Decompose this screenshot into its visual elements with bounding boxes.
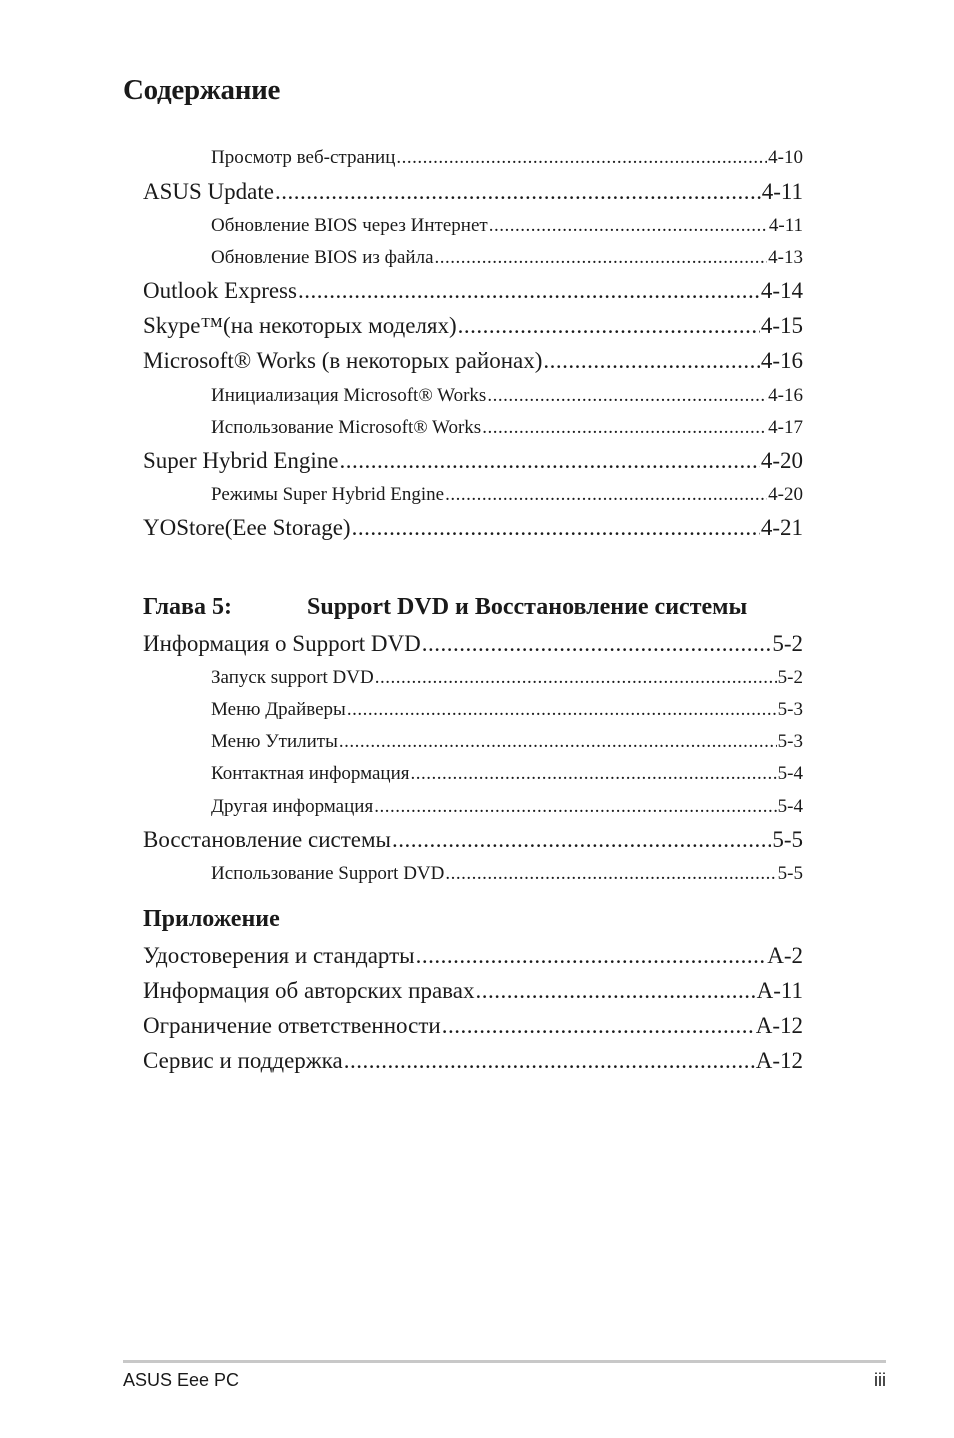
toc-entry[interactable]: [143, 1048, 803, 1074]
toc-entry[interactable]: [211, 699, 803, 721]
leader-dots: [482, 417, 767, 439]
leader-dots: [435, 247, 768, 269]
toc-entry[interactable]: [211, 667, 803, 689]
toc-entry-label: Просмотр веб-страниц: [211, 147, 396, 168]
toc-entry-page: 4-20: [760, 448, 803, 473]
toc-entry-label: Outlook Express: [143, 278, 297, 303]
toc-entry[interactable]: [143, 827, 803, 853]
toc-entry-label: Меню Драйверы: [211, 699, 346, 720]
toc-entry-page: A-2: [767, 943, 803, 968]
toc-entry-page: 4-16: [760, 348, 803, 373]
appendix-heading: Приложение: [143, 906, 280, 932]
toc-entry[interactable]: [143, 448, 803, 474]
toc-entry-label: Инициализация Microsoft® Works: [211, 385, 487, 406]
toc-entry[interactable]: [211, 763, 803, 785]
leader-dots: [392, 827, 771, 853]
leader-dots: [445, 863, 776, 885]
toc-entry-label: Восстановление системы: [143, 827, 391, 852]
toc-entry[interactable]: [143, 278, 803, 304]
toc-entry-label: Информация об авторских правах: [143, 978, 475, 1003]
toc-entry[interactable]: [143, 515, 803, 541]
toc-entry-page: 5-2: [777, 667, 803, 688]
leader-dots: [374, 796, 776, 818]
toc-entry-label: Сервис и поддержка: [143, 1048, 343, 1073]
leader-dots: [543, 348, 759, 374]
toc-entry-label: ASUS Update: [143, 179, 274, 204]
toc-entry-page: A-12: [755, 1013, 803, 1038]
toc-entry-page: 5-4: [777, 763, 803, 784]
leader-dots: [416, 943, 767, 969]
toc-entry-label: Обновление BIOS через Интернет: [211, 215, 488, 236]
toc-entry[interactable]: [211, 863, 803, 885]
toc-entry-page: 4-20: [768, 484, 803, 505]
toc-entry[interactable]: [211, 247, 803, 269]
leader-dots: [352, 515, 760, 541]
leader-dots: [375, 667, 777, 689]
toc-entry-page: 4-14: [760, 278, 803, 303]
toc-entry-page: 4-21: [760, 515, 803, 540]
leader-dots: [396, 147, 767, 169]
toc-entry-page: 5-3: [777, 699, 803, 720]
leader-dots: [347, 699, 777, 721]
toc-entry-label: Super Hybrid Engine: [143, 448, 339, 473]
leader-dots: [339, 731, 777, 753]
footer-divider: [123, 1360, 886, 1363]
toc-entry-label: Microsoft® Works (в некоторых районах): [143, 348, 543, 373]
page-title: Содержание: [123, 74, 281, 106]
toc-entry[interactable]: [143, 179, 803, 205]
toc-entry[interactable]: [211, 385, 803, 407]
toc-entry-label: Ограничение ответственности: [143, 1013, 441, 1038]
toc-entry-page: 4-16: [768, 385, 803, 406]
toc-entry[interactable]: [143, 348, 803, 374]
toc-entry-page: 4-17: [768, 417, 803, 438]
toc-entry-label: Меню Утилиты: [211, 731, 338, 752]
leader-dots: [344, 1048, 755, 1074]
leader-dots: [489, 215, 768, 237]
chapter-heading: [143, 594, 748, 621]
toc-entry-page: 5-5: [772, 827, 803, 852]
toc-entry-page: A-11: [756, 978, 803, 1003]
leader-dots: [445, 484, 767, 506]
leader-dots: [422, 631, 772, 657]
leader-dots: [275, 179, 761, 205]
toc-entry-label: Использование Support DVD: [211, 863, 445, 884]
toc-entry[interactable]: [143, 631, 803, 657]
toc-entry-label: Обновление BIOS из файла: [211, 247, 434, 268]
toc-entry-label: Режимы Super Hybrid Engine: [211, 484, 445, 505]
toc-entry[interactable]: [143, 978, 803, 1004]
leader-dots: [475, 978, 755, 1004]
leader-dots: [487, 385, 767, 407]
toc-entry-label: Контактная информация: [211, 763, 410, 784]
toc-entry-page: 5-5: [777, 863, 803, 884]
toc-entry[interactable]: [211, 147, 803, 169]
toc-entry-page: 5-2: [772, 631, 803, 656]
toc-entry-label: Skype™(на некоторых моделях): [143, 313, 457, 338]
chapter-title: Support DVD и Восстановление системы: [307, 594, 748, 620]
toc-entry[interactable]: [211, 796, 803, 818]
toc-entry-page: 4-10: [768, 147, 803, 168]
toc-entry[interactable]: [211, 215, 803, 237]
footer-product-name: ASUS Eee PC: [123, 1370, 240, 1390]
toc-entry-page: 5-3: [777, 731, 803, 752]
toc-entry-page: 5-4: [777, 796, 803, 817]
toc-entry[interactable]: [143, 1013, 803, 1039]
toc-entry[interactable]: [211, 484, 803, 506]
toc-entry-page: 4-13: [768, 247, 803, 268]
toc-entry-page: 4-11: [768, 215, 803, 236]
toc-entry[interactable]: [211, 731, 803, 753]
toc-entry-page: 4-11: [761, 179, 803, 204]
leader-dots: [411, 763, 777, 785]
toc-entry-label: YOStore(Eee Storage): [143, 515, 351, 540]
toc-entry-label: Запуск support DVD: [211, 667, 374, 688]
toc-entry-label: Другая информация: [211, 796, 374, 817]
leader-dots: [458, 313, 760, 339]
footer-page-number: iii: [874, 1370, 886, 1390]
leader-dots: [442, 1013, 755, 1039]
toc-entry-label: Использование Microsoft® Works: [211, 417, 482, 438]
leader-dots: [298, 278, 760, 304]
toc-entry-page: A-12: [755, 1048, 803, 1073]
leader-dots: [339, 448, 759, 474]
toc-entry[interactable]: [143, 943, 803, 969]
toc-entry-label: Информация о Support DVD: [143, 631, 421, 656]
chapter-number: Глава 5:: [143, 594, 232, 620]
toc-entry[interactable]: [143, 313, 803, 339]
toc-entry-page: 4-15: [760, 313, 803, 338]
toc-entry-label: Удостоверения и стандарты: [143, 943, 415, 968]
toc-entry[interactable]: [211, 417, 803, 439]
